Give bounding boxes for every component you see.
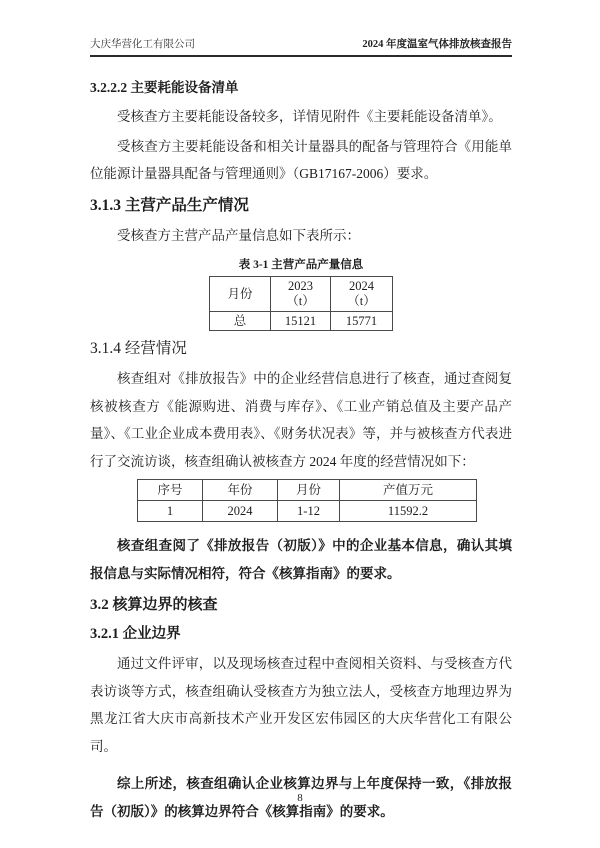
table-cell: 15121 [271, 312, 331, 331]
table-cell: 总 [210, 312, 271, 331]
table-cell-year: 2024 [349, 279, 374, 293]
table-cell [271, 277, 331, 312]
table-cell: 月份 [210, 277, 271, 312]
table-row [210, 277, 393, 312]
table-cell: 月份 [278, 480, 340, 501]
heading-enterprise-boundary: 3.2.1 企业边界 [90, 626, 181, 642]
header-report-title: 2024 年度温室气体排放核查报告 [362, 39, 512, 50]
table-cell-year: 2023 [288, 279, 313, 293]
table-row [138, 480, 477, 501]
table-cell: 1-12 [278, 501, 340, 522]
table-cell: 15771 [331, 312, 393, 331]
table-cell-unit: （t） [286, 294, 315, 308]
para-operation: 核查组对《排放报告》中的企业经营信息进行了核查，通过查阅复核被核查方《能源购进、消费与库存》、《工业产销总值及主要产品产量》、《工业企业成本费用表》、《财务状况表》等，并与被核查方代表进行了交流访谈，核查组确认被核查方 2024 年度的经营情况如下： [90, 371, 512, 469]
table-caption-production: 表 3-1 主营产品产量信息 [238, 259, 364, 271]
table-cell: 11592.2 [340, 501, 477, 522]
table-cell: 序号 [138, 480, 203, 501]
page-header [90, 38, 512, 57]
table-cell: 2024 [203, 501, 278, 522]
table-row [138, 501, 477, 522]
table-cell: 年份 [203, 480, 278, 501]
table-cell: 1 [138, 501, 203, 522]
heading-energy-equipment: 3.2.2.2 主要耗能设备清单 [90, 80, 239, 95]
footer-page-number: 8 [297, 792, 303, 804]
table-row [210, 312, 393, 331]
para-energy-equipment-2: 受核查方主要耗能设备和相关计量器具的配备与管理符合《用能单位能源计量器具配备与管理通则》（GB17167-2006）要求。 [90, 138, 512, 181]
para-enterprise-boundary: 通过文件评审，以及现场核查过程中查阅相关资料、与受核查方代表访谈等方式，核查组确认受核查方为独立法人，受核查方地理边界为黑龙江省大庆市高新技术产业开发区宏伟园区的大庆华营化工有限公司。 [90, 656, 512, 754]
heading-boundary-check: 3.2 核算边界的核查 [90, 597, 218, 613]
para-main-products-intro: 受核查方主营产品产量信息如下表所示： [117, 227, 360, 243]
header-company-name: 大庆华营化工有限公司 [90, 39, 195, 50]
operation-table [137, 479, 477, 522]
production-table [209, 276, 393, 331]
table-cell [331, 277, 393, 312]
heading-operation: 3.1.4 经营情况 [90, 340, 187, 357]
para-operation-conclusion: 核查组查阅了《排放报告（初版）》中的企业基本信息，确认其填报信息与实际情况相符，符合《核算指南》的要求。 [90, 538, 512, 581]
para-boundary-conclusion: 综上所述，核查组确认企业核算边界与上年度保持一致，《排放报告（初版）》的核算边界符合《核算指南》的要求。 [90, 776, 512, 819]
heading-main-products: 3.1.3 主营产品生产情况 [90, 196, 249, 214]
table-cell-unit: （t） [347, 294, 376, 308]
table-cell: 产值万元 [340, 480, 477, 501]
para-energy-equipment-1: 受核查方主要耗能设备较多，详情见附件《主要耗能设备清单》。 [117, 109, 502, 124]
